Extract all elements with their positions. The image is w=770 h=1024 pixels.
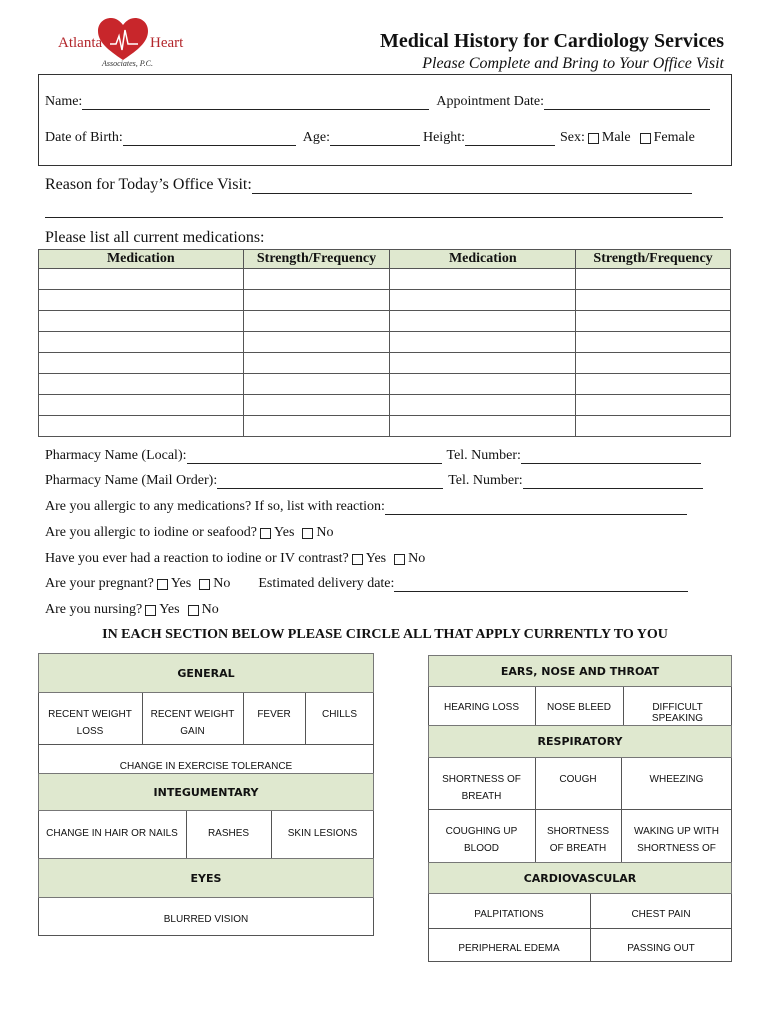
pregnant-no-checkbox[interactable]	[199, 579, 210, 590]
med-header-strength-2: Strength/Frequency	[576, 250, 731, 269]
strength-frequency-cell[interactable]	[576, 290, 731, 311]
reason-field[interactable]	[252, 177, 692, 194]
nursing-yes-checkbox[interactable]	[145, 605, 156, 616]
tel-number-local-field[interactable]	[521, 449, 701, 464]
medications-table	[38, 249, 731, 437]
medication-cell[interactable]	[39, 353, 244, 374]
medication-row	[39, 416, 731, 437]
reaction-no-checkbox[interactable]	[394, 554, 405, 565]
medication-cell[interactable]	[39, 416, 244, 437]
pregnant-yes-checkbox[interactable]	[157, 579, 168, 590]
allergic-iodine-yes-checkbox[interactable]	[260, 528, 271, 539]
integumentary-hair-nails[interactable]: CHANGE IN HAIR OR NAILS	[46, 828, 178, 839]
respiratory-item-text: BREATH	[461, 791, 502, 802]
respiratory-waking-up[interactable]	[621, 826, 732, 854]
respiratory-wheezing[interactable]: WHEEZING	[649, 774, 704, 785]
strength-frequency-cell[interactable]	[576, 416, 731, 437]
respiratory-item-text: BLOOD	[463, 843, 499, 854]
yes-label: Yes	[274, 525, 295, 540]
strength-frequency-cell[interactable]	[576, 374, 731, 395]
respiratory-coughing-up-blood[interactable]	[428, 826, 535, 854]
eyes-blurred-vision[interactable]: BLURRED VISION	[163, 914, 249, 925]
appointment-label: Appointment Date:	[436, 94, 545, 109]
cardio-palpitations[interactable]: PALPITATIONS	[474, 909, 544, 920]
ent-hearing-loss[interactable]: HEARING LOSS	[443, 702, 520, 713]
tel-number-mail-field[interactable]	[523, 474, 703, 489]
age-field[interactable]	[330, 131, 420, 146]
dob-label: Date of Birth:	[45, 130, 123, 145]
medication-row	[39, 374, 731, 395]
pharmacy-mail-label: Pharmacy Name (Mail Order):	[45, 473, 218, 488]
integumentary-header: INTEGUMENTARY	[38, 773, 374, 811]
no-label: No	[201, 602, 219, 617]
reaction-yes-checkbox[interactable]	[352, 554, 363, 565]
respiratory-header: RESPIRATORY	[428, 725, 732, 758]
respiratory-cough[interactable]: COUGH	[559, 774, 597, 785]
ent-item-text: DIFFICULT	[652, 702, 703, 713]
eyes-header: EYES	[38, 858, 374, 898]
general-recent-weight-loss[interactable]	[38, 709, 142, 737]
cardio-passing-out[interactable]: PASSING OUT	[627, 943, 695, 954]
pregnant-label: Are your pregnant?	[45, 576, 154, 591]
medication-cell[interactable]	[39, 374, 244, 395]
medication-cell[interactable]	[39, 311, 244, 332]
general-item-text: LOSS	[76, 726, 104, 737]
name-label: Name:	[45, 94, 83, 109]
strength-frequency-cell[interactable]	[243, 395, 390, 416]
medication-cell[interactable]	[39, 290, 244, 311]
height-label: Height:	[422, 130, 465, 145]
pharmacy-local-label: Pharmacy Name (Local):	[45, 448, 187, 463]
ent-header: EARS, NOSE AND THROAT	[428, 655, 732, 687]
ent-item-text: SPEAKING	[651, 713, 704, 724]
logo-subtitle: Associates, P.C.	[102, 59, 153, 68]
age-label: Age:	[302, 130, 330, 145]
logo	[58, 16, 188, 72]
integumentary-skin-lesions[interactable]: SKIN LESIONS	[287, 828, 358, 839]
delivery-label: Estimated delivery date:	[258, 576, 395, 591]
cardio-chest-pain[interactable]: CHEST PAIN	[631, 909, 691, 920]
respiratory-item-text: WAKING UP WITH	[634, 826, 719, 837]
height-field[interactable]	[465, 131, 555, 146]
dob-field[interactable]	[123, 131, 296, 146]
strength-frequency-cell[interactable]	[243, 353, 390, 374]
appointment-date-field[interactable]	[544, 95, 710, 110]
allergic-meds-label: Are you allergic to any medications? If so, list with reaction:	[45, 499, 385, 514]
yes-label: Yes	[365, 551, 387, 566]
allergic-meds-field[interactable]	[385, 500, 687, 515]
medication-cell[interactable]	[390, 269, 576, 290]
reaction-iodine-label: Have you ever had a reaction to iodine or IV contrast?	[45, 551, 349, 566]
page-subtitle: Please Complete and Bring to Your Office Visit	[422, 55, 724, 72]
delivery-date-field[interactable]	[394, 577, 688, 592]
strength-frequency-cell[interactable]	[243, 269, 390, 290]
medication-row	[39, 332, 731, 353]
male-label: Male	[601, 130, 631, 145]
general-chills[interactable]: CHILLS	[321, 709, 357, 720]
respiratory-shortness-of-breath[interactable]	[428, 774, 535, 802]
ent-difficult-speaking[interactable]	[623, 702, 732, 724]
medication-cell[interactable]	[390, 395, 576, 416]
ent-nose-bleed[interactable]: NOSE BLEED	[547, 702, 611, 713]
no-label: No	[408, 551, 426, 566]
no-label: No	[316, 525, 334, 540]
general-item-text: RECENT WEIGHT	[150, 709, 235, 720]
strength-frequency-cell[interactable]	[243, 311, 390, 332]
general-fever[interactable]: FEVER	[257, 709, 291, 720]
instructions-heading: IN EACH SECTION BELOW PLEASE CIRCLE ALL THAT APPLY CURRENTLY TO YOU	[102, 627, 668, 642]
nursing-label: Are you nursing?	[45, 602, 143, 617]
cardio-peripheral-edema[interactable]: PERIPHERAL EDEMA	[458, 943, 560, 954]
yes-label: Yes	[159, 602, 180, 617]
strength-frequency-cell[interactable]	[576, 269, 731, 290]
med-header-medication: Medication	[39, 250, 244, 269]
reason-field-line-2[interactable]	[45, 217, 723, 218]
medication-row	[39, 353, 731, 374]
tel-number-label: Tel. Number:	[446, 448, 521, 463]
allergic-iodine-no-checkbox[interactable]	[302, 528, 313, 539]
logo-text-left: Atlanta	[58, 35, 103, 51]
strength-frequency-cell[interactable]	[576, 332, 731, 353]
medication-cell[interactable]	[390, 374, 576, 395]
respiratory-item-text: SHORTNESS	[546, 826, 610, 837]
strength-frequency-cell[interactable]	[243, 332, 390, 353]
medication-cell[interactable]	[390, 311, 576, 332]
med-header-medication-2: Medication	[390, 250, 576, 269]
strength-frequency-cell[interactable]	[243, 290, 390, 311]
no-label: No	[213, 576, 231, 591]
medication-row	[39, 290, 731, 311]
strength-frequency-cell[interactable]	[243, 374, 390, 395]
medication-cell[interactable]	[39, 395, 244, 416]
respiratory-item-text: COUGHING UP	[445, 826, 518, 837]
general-header: GENERAL	[38, 653, 374, 693]
patient-info-box	[38, 74, 732, 166]
reason-label: Reason for Today’s Office Visit:	[45, 176, 252, 193]
respiratory-shortness-of-breath-2[interactable]	[535, 826, 621, 854]
respiratory-item-text: SHORTNESS OF	[637, 843, 716, 854]
name-field[interactable]	[82, 95, 429, 110]
med-header-strength: Strength/Frequency	[243, 250, 390, 269]
nursing-no-checkbox[interactable]	[188, 605, 199, 616]
medication-cell[interactable]	[390, 416, 576, 437]
female-checkbox[interactable]	[640, 133, 651, 144]
male-checkbox[interactable]	[588, 133, 599, 144]
strength-frequency-cell[interactable]	[576, 395, 731, 416]
pharmacy-local-field[interactable]	[187, 449, 442, 464]
medication-row	[39, 269, 731, 290]
medication-cell[interactable]	[39, 332, 244, 353]
tel-number-label-2: Tel. Number:	[448, 473, 523, 488]
strength-frequency-cell[interactable]	[576, 311, 731, 332]
allergic-iodine-label: Are you allergic to iodine or seafood?	[45, 525, 258, 540]
medication-cell[interactable]	[39, 269, 244, 290]
female-label: Female	[653, 130, 695, 145]
strength-frequency-cell[interactable]	[243, 416, 390, 437]
medication-row	[39, 311, 731, 332]
logo-text-right: Heart	[150, 35, 184, 51]
yes-label: Yes	[170, 576, 192, 591]
medication-cell[interactable]	[390, 332, 576, 353]
medication-cell[interactable]	[390, 290, 576, 311]
medications-label: Please list all current medications:	[45, 229, 265, 246]
integumentary-rashes[interactable]: RASHES	[207, 828, 250, 839]
page-title: Medical History for Cardiology Services	[379, 30, 724, 52]
medication-cell[interactable]	[390, 353, 576, 374]
respiratory-item-text: SHORTNESS OF	[442, 774, 521, 785]
sex-label: Sex:	[559, 130, 585, 145]
respiratory-item-text: OF BREATH	[549, 843, 607, 854]
medication-row	[39, 395, 731, 416]
general-item-text: RECENT WEIGHT	[48, 709, 132, 720]
general-change-exercise[interactable]: CHANGE IN EXERCISE TOLERANCE	[119, 761, 293, 772]
general-recent-weight-gain[interactable]	[142, 709, 243, 737]
pharmacy-mail-field[interactable]	[217, 474, 443, 489]
general-item-text: GAIN	[180, 726, 205, 737]
strength-frequency-cell[interactable]	[576, 353, 731, 374]
cardiovascular-header: CARDIOVASCULAR	[428, 862, 732, 894]
